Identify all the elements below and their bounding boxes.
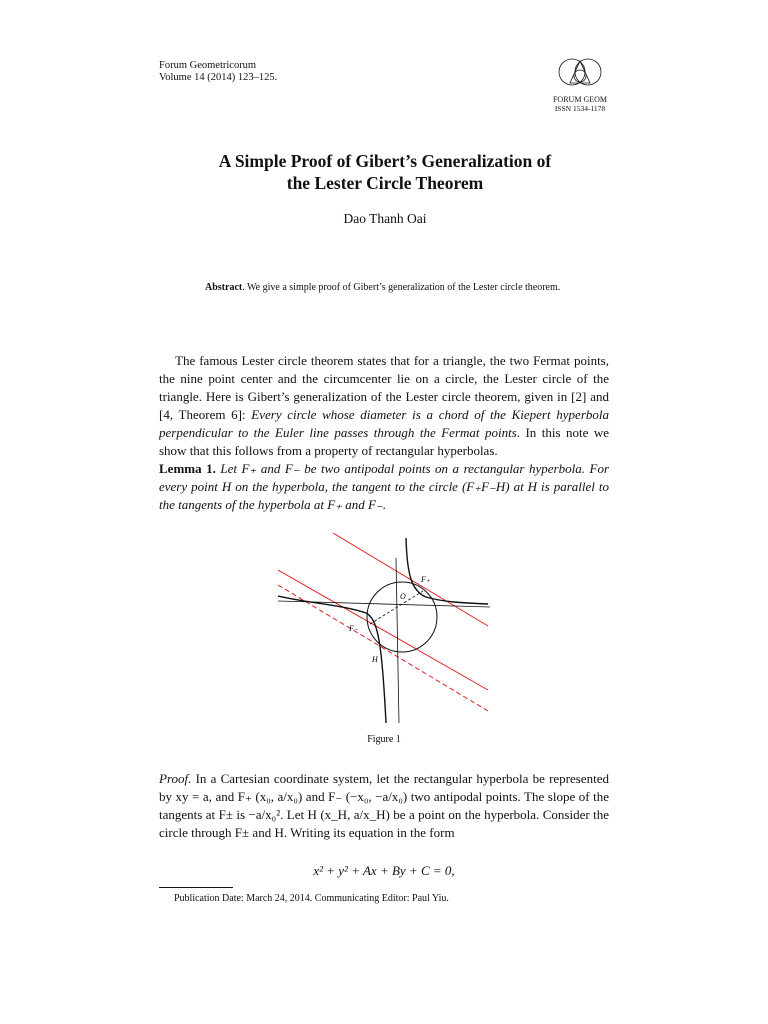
figure-caption: Figure 1 bbox=[367, 734, 401, 745]
title-line-2: the Lester Circle Theorem bbox=[286, 173, 484, 193]
journal-volume: Volume 14 (2014) 123–125. bbox=[159, 72, 278, 83]
proof bbox=[159, 770, 609, 842]
abstract-text: . We give a simple proof of Gibert’s generalization of the Lester circle theorem. bbox=[242, 282, 561, 293]
issn: ISSN 1534-1178 bbox=[554, 104, 606, 113]
intro-tail: . In this note we show that this follows from a property of rectangular hyperbolas. bbox=[159, 425, 609, 458]
forum-geom-logo-icon bbox=[548, 56, 612, 90]
hyperbola-figure bbox=[278, 533, 490, 723]
logo-text: FORUM GEOM bbox=[552, 95, 607, 104]
label-h: H bbox=[372, 655, 378, 664]
circle-equation: x² + y² + Ax + By + C = 0, bbox=[313, 863, 455, 878]
proof-text: In a Cartesian coordinate system, let the rectangular hyperbola be represented by xy = a, and F₊ (x₀, a/x₀) and F₋ (−x₀, −a/x₀) two antipodal points. The slope of the tangents at F± is −a/x₀². Let H (x_H, a/x_H) be a point on the hyperbola. Consider the circle through F± and H. Writing its equation in the form bbox=[159, 771, 609, 840]
intro-paragraph bbox=[159, 352, 609, 460]
label-o: O bbox=[400, 592, 406, 601]
intro-text: The famous Lester circle theorem states that for a triangle, the two Fermat points, the nine point center and the circumcenter lie on a circle, the Lester circle of the triangle. Here is Gibert’s generalization of the Lester circle theorem, given in [2] and [4, Theorem 6]: bbox=[159, 353, 609, 422]
intro-italic: Every circle whose diameter is a chord of the Kiepert hyperbola perpendicular to the Euler line passes through the Fermat points bbox=[159, 407, 609, 440]
journal-name: Forum Geometricorum bbox=[159, 60, 257, 71]
label-fminus: F₋ bbox=[349, 624, 359, 633]
abstract bbox=[205, 280, 567, 295]
paper-title bbox=[150, 150, 620, 194]
journal-logo bbox=[548, 56, 612, 114]
author: Dao Thanh Oai bbox=[343, 211, 427, 226]
lemma-label: Lemma 1. bbox=[159, 461, 216, 476]
hyperbola-branch-lower bbox=[278, 596, 386, 723]
footnote-rule bbox=[159, 887, 233, 888]
proof-label: Proof. bbox=[159, 771, 192, 786]
abstract-label: Abstract bbox=[205, 282, 243, 293]
footnote: Publication Date: March 24, 2014. Communicating Editor: Paul Yiu. bbox=[174, 893, 449, 904]
lemma bbox=[159, 460, 609, 514]
lemma-text: Let F₊ and F₋ be two antipodal points on a rectangular hyperbola. For every point H on the hyperbola, the tangent to the circle (F₊F₋H) at H is parallel to the tangents of the hyperbola at F₊ and F₋. bbox=[159, 461, 610, 512]
label-fplus: F₊ bbox=[421, 575, 431, 584]
journal-header bbox=[159, 60, 277, 84]
title-line-1: A Simple Proof of Gibert’s Generalization of bbox=[218, 151, 552, 171]
figure-1 bbox=[278, 533, 490, 728]
